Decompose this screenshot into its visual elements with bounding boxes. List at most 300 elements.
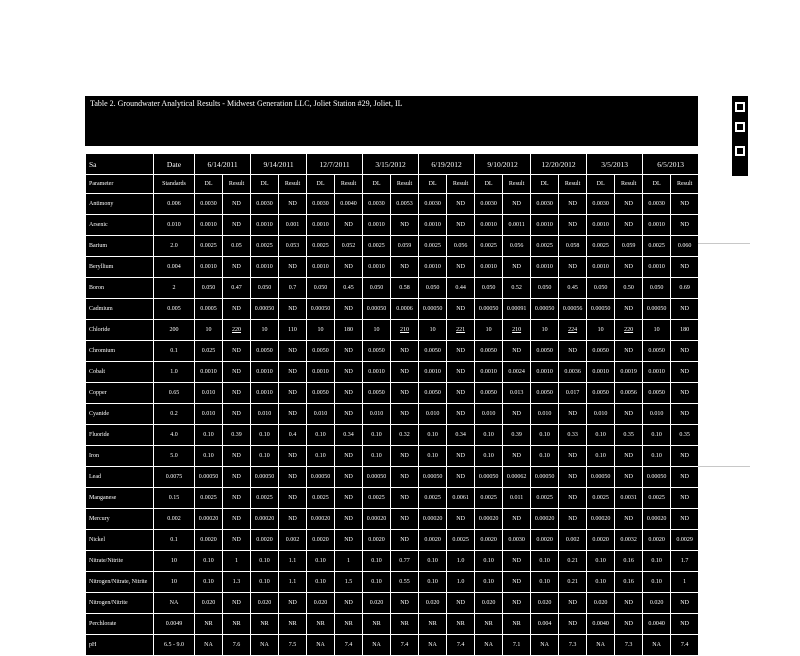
result-cell: 7.4	[447, 635, 475, 656]
result-cell: ND	[671, 215, 699, 236]
detection-limit-cell: 0.00020	[587, 509, 615, 530]
detection-limit-cell: 0.0010	[587, 362, 615, 383]
table-body	[86, 194, 699, 656]
result-cell: ND	[223, 215, 251, 236]
result-column-header: Result	[223, 175, 251, 194]
result-cell: ND	[671, 467, 699, 488]
result-cell: ND	[223, 509, 251, 530]
detection-limit-cell: 0.00050	[643, 467, 671, 488]
result-cell: 0.35	[671, 425, 699, 446]
detection-limit-cell: 0.0025	[419, 488, 447, 509]
result-cell: 221	[447, 320, 475, 341]
result-cell: ND	[223, 488, 251, 509]
result-cell: 180	[671, 320, 699, 341]
result-cell: ND	[671, 362, 699, 383]
result-cell: 0.0030	[503, 530, 531, 551]
detection-limit-cell: 0.0010	[643, 215, 671, 236]
result-cell: 0.0006	[391, 299, 419, 320]
date-column-header: 3/15/2012	[363, 154, 419, 175]
result-cell: 0.52	[503, 278, 531, 299]
result-cell: ND	[223, 341, 251, 362]
detection-limit-cell: 0.0030	[643, 194, 671, 215]
result-cell: ND	[615, 215, 643, 236]
result-cell: ND	[335, 446, 363, 467]
detection-limit-cell: 0.0010	[251, 362, 279, 383]
detection-limit-cell: 0.10	[587, 425, 615, 446]
header-row-dates	[86, 154, 699, 175]
dl-column-header: DL	[475, 175, 503, 194]
result-cell: 0.059	[391, 236, 419, 257]
detection-limit-cell: 0.00050	[587, 467, 615, 488]
result-cell: 0.053	[279, 236, 307, 257]
result-cell: ND	[335, 257, 363, 278]
detection-limit-cell: 0.00050	[419, 299, 447, 320]
result-cell: 210	[503, 320, 531, 341]
result-cell: ND	[223, 383, 251, 404]
detection-limit-cell: 0.010	[195, 383, 223, 404]
table-row	[86, 194, 699, 215]
detection-limit-cell: 0.0010	[307, 257, 335, 278]
groundwater-results-table	[85, 153, 699, 656]
detection-limit-cell: 10	[531, 320, 559, 341]
result-cell: 0.35	[615, 425, 643, 446]
result-cell: NR	[391, 614, 419, 635]
result-cell: ND	[279, 467, 307, 488]
parameter-name: Cyanide	[86, 404, 154, 425]
result-cell: ND	[279, 362, 307, 383]
result-cell: 0.00091	[503, 299, 531, 320]
result-cell: ND	[671, 257, 699, 278]
standard-value: 0.0075	[154, 467, 195, 488]
result-cell: 0.0025	[447, 530, 475, 551]
result-cell: 220	[223, 320, 251, 341]
result-cell: ND	[671, 488, 699, 509]
detection-limit-cell: 0.0010	[587, 257, 615, 278]
result-cell: 0.058	[559, 236, 587, 257]
detection-limit-cell: 0.10	[475, 425, 503, 446]
standard-value: 0.002	[154, 509, 195, 530]
result-cell: 220	[615, 320, 643, 341]
table-title-bar	[85, 96, 698, 146]
result-cell: ND	[447, 257, 475, 278]
detection-limit-cell: 0.010	[531, 404, 559, 425]
detection-limit-cell: 10	[195, 320, 223, 341]
detection-limit-cell: 0.0025	[363, 236, 391, 257]
detection-limit-cell: 0.0050	[531, 341, 559, 362]
detection-limit-cell: 0.0025	[587, 488, 615, 509]
detection-limit-cell: 0.0010	[643, 362, 671, 383]
result-cell: ND	[559, 509, 587, 530]
table-row	[86, 530, 699, 551]
result-cell: ND	[671, 299, 699, 320]
detection-limit-cell: 0.0020	[195, 530, 223, 551]
detection-limit-cell: 0.0050	[363, 341, 391, 362]
detection-limit-cell: 0.0025	[587, 236, 615, 257]
table-row	[86, 488, 699, 509]
detection-limit-cell: 0.020	[307, 593, 335, 614]
detection-limit-cell: 0.10	[643, 446, 671, 467]
standard-value: 0.65	[154, 383, 195, 404]
detection-limit-cell: 0.020	[587, 593, 615, 614]
detection-limit-cell: 0.10	[531, 446, 559, 467]
result-cell: 0.013	[503, 383, 531, 404]
result-cell: ND	[335, 362, 363, 383]
standard-value: 6.5 - 9.0	[154, 635, 195, 656]
result-cell: 0.55	[391, 572, 419, 593]
detection-limit-cell: 0.010	[363, 404, 391, 425]
detection-limit-cell: 0.0025	[307, 236, 335, 257]
detection-limit-cell: 0.010	[195, 404, 223, 425]
detection-limit-cell: NA	[643, 635, 671, 656]
result-cell: 0.0056	[615, 383, 643, 404]
result-cell: ND	[559, 488, 587, 509]
detection-limit-cell: 0.00050	[587, 299, 615, 320]
result-cell: 1	[671, 572, 699, 593]
detection-limit-cell: 0.10	[643, 551, 671, 572]
result-cell: ND	[671, 383, 699, 404]
result-column-header: Result	[559, 175, 587, 194]
detection-limit-cell: 0.0010	[251, 383, 279, 404]
detection-limit-cell: 0.0050	[307, 341, 335, 362]
result-cell: ND	[335, 488, 363, 509]
result-cell: 1	[335, 551, 363, 572]
result-cell: 1.0	[447, 572, 475, 593]
detection-limit-cell: 0.0010	[251, 215, 279, 236]
detection-limit-cell: 0.00050	[643, 299, 671, 320]
parameter-name: Copper	[86, 383, 154, 404]
detection-limit-cell: 0.010	[475, 404, 503, 425]
date-column-header: 6/14/2011	[195, 154, 251, 175]
detection-limit-cell: 0.0010	[475, 257, 503, 278]
result-cell: 0.0031	[615, 488, 643, 509]
detection-limit-cell: 0.020	[643, 593, 671, 614]
table-row	[86, 341, 699, 362]
result-cell: 7.5	[279, 635, 307, 656]
detection-limit-cell: 0.020	[419, 593, 447, 614]
date-column-header: 12/7/2011	[307, 154, 363, 175]
table-row	[86, 551, 699, 572]
detection-limit-cell: 0.10	[363, 425, 391, 446]
detection-limit-cell: 0.025	[195, 341, 223, 362]
detection-limit-cell: 0.0010	[419, 257, 447, 278]
detection-limit-cell: 0.10	[531, 425, 559, 446]
result-cell: ND	[391, 467, 419, 488]
standard-value: 0.0049	[154, 614, 195, 635]
table-row	[86, 614, 699, 635]
detection-limit-cell: 0.10	[307, 572, 335, 593]
result-cell: ND	[671, 446, 699, 467]
result-cell: ND	[391, 530, 419, 551]
detection-limit-cell: NA	[307, 635, 335, 656]
result-column-header: Result	[279, 175, 307, 194]
detection-limit-cell: 0.0010	[195, 215, 223, 236]
detection-limit-cell: 0.10	[531, 551, 559, 572]
table-title: Table 2. Groundwater Analytical Results - Midwest Generation LLC, Joliet Station #29, Joliet, IL	[90, 99, 403, 108]
result-cell: ND	[223, 299, 251, 320]
detection-limit-cell: 0.0010	[195, 257, 223, 278]
result-cell: ND	[671, 509, 699, 530]
result-cell: ND	[503, 194, 531, 215]
detection-limit-cell: 0.10	[531, 572, 559, 593]
result-cell: 0.7	[279, 278, 307, 299]
result-cell: ND	[223, 467, 251, 488]
detection-limit-cell: 0.0005	[195, 299, 223, 320]
detection-limit-cell: NA	[531, 635, 559, 656]
detection-limit-cell: 0.10	[363, 551, 391, 572]
detection-limit-cell: 0.010	[419, 404, 447, 425]
result-cell: ND	[391, 257, 419, 278]
result-cell: ND	[671, 404, 699, 425]
dl-column-header: DL	[643, 175, 671, 194]
result-cell: ND	[559, 614, 587, 635]
detection-limit-cell: 0.0020	[363, 530, 391, 551]
date-column-header: 6/5/2013	[643, 154, 699, 175]
result-cell: 0.002	[279, 530, 307, 551]
result-cell: ND	[615, 341, 643, 362]
detection-limit-cell: 0.0025	[475, 488, 503, 509]
table-row	[86, 320, 699, 341]
detection-limit-cell: 0.10	[195, 425, 223, 446]
detection-limit-cell: 0.0010	[475, 215, 503, 236]
detection-limit-cell: 0.0025	[643, 488, 671, 509]
detection-limit-cell: 0.0010	[195, 362, 223, 383]
result-cell: 110	[279, 320, 307, 341]
standard-value: NA	[154, 593, 195, 614]
table-row	[86, 635, 699, 656]
detection-limit-cell: 0.0025	[531, 488, 559, 509]
detection-limit-cell: 0.010	[587, 404, 615, 425]
detection-limit-cell: 0.0050	[475, 383, 503, 404]
detection-limit-cell: 0.050	[531, 278, 559, 299]
standard-value: 1.0	[154, 362, 195, 383]
table-row	[86, 257, 699, 278]
detection-limit-cell: 0.0025	[251, 488, 279, 509]
result-column-header: Result	[335, 175, 363, 194]
result-cell: 0.0029	[671, 530, 699, 551]
result-cell: ND	[671, 614, 699, 635]
detection-limit-cell: 0.00020	[643, 509, 671, 530]
detection-limit-cell: 0.10	[363, 446, 391, 467]
result-cell: 0.21	[559, 551, 587, 572]
table-row	[86, 446, 699, 467]
result-cell: ND	[559, 593, 587, 614]
result-cell: ND	[671, 341, 699, 362]
result-cell: 0.059	[615, 236, 643, 257]
result-cell: ND	[223, 593, 251, 614]
parameter-name: Antimony	[86, 194, 154, 215]
detection-limit-cell: 0.0050	[587, 341, 615, 362]
result-cell: ND	[223, 530, 251, 551]
result-cell: 0.056	[503, 236, 531, 257]
detection-limit-cell: 0.0010	[307, 362, 335, 383]
detection-limit-cell: 0.020	[363, 593, 391, 614]
result-cell: 0.00056	[559, 299, 587, 320]
detection-limit-cell: 0.0010	[531, 362, 559, 383]
result-cell: ND	[391, 488, 419, 509]
detection-limit-cell: 0.10	[475, 446, 503, 467]
parameter-name: Mercury	[86, 509, 154, 530]
result-cell: 7.4	[391, 635, 419, 656]
standard-value: 0.2	[154, 404, 195, 425]
detection-limit-cell: NR	[419, 614, 447, 635]
detection-limit-cell: 0.10	[419, 572, 447, 593]
detection-limit-cell: 10	[475, 320, 503, 341]
result-cell: ND	[615, 467, 643, 488]
detection-limit-cell: NA	[475, 635, 503, 656]
detection-limit-cell: 0.00050	[251, 467, 279, 488]
detection-limit-cell: 0.0020	[251, 530, 279, 551]
result-cell: 0.0036	[559, 362, 587, 383]
detection-limit-cell: 0.004	[531, 614, 559, 635]
result-cell: ND	[559, 446, 587, 467]
table-row	[86, 404, 699, 425]
result-column-header: Result	[615, 175, 643, 194]
detection-limit-cell: 0.00020	[195, 509, 223, 530]
side-mark-icon	[735, 146, 745, 156]
detection-limit-cell: 0.10	[419, 551, 447, 572]
parameter-name: Iron	[86, 446, 154, 467]
result-cell: ND	[335, 530, 363, 551]
table-row	[86, 362, 699, 383]
result-cell: ND	[391, 446, 419, 467]
result-cell: ND	[335, 383, 363, 404]
standard-value: 0.004	[154, 257, 195, 278]
result-cell: 0.45	[559, 278, 587, 299]
detection-limit-cell: 0.00050	[475, 299, 503, 320]
detection-limit-cell: 0.020	[475, 593, 503, 614]
dl-column-header: DL	[587, 175, 615, 194]
parameter-name: Cobalt	[86, 362, 154, 383]
detection-limit-cell: 0.010	[643, 404, 671, 425]
detection-limit-cell: 0.0010	[587, 215, 615, 236]
detection-limit-cell: 0.10	[643, 425, 671, 446]
detection-limit-cell: 0.00050	[363, 467, 391, 488]
table-row	[86, 467, 699, 488]
parameter-name: Lead	[86, 467, 154, 488]
result-cell: ND	[335, 404, 363, 425]
result-cell: NR	[335, 614, 363, 635]
result-cell: 7.3	[615, 635, 643, 656]
table-row	[86, 593, 699, 614]
table-row	[86, 215, 699, 236]
detection-limit-cell: 0.0020	[419, 530, 447, 551]
detection-limit-cell: 0.10	[587, 446, 615, 467]
result-cell: 7.3	[559, 635, 587, 656]
result-cell: 0.58	[391, 278, 419, 299]
result-cell: ND	[503, 446, 531, 467]
result-cell: ND	[279, 341, 307, 362]
parameter-name: Fluoride	[86, 425, 154, 446]
result-cell: ND	[279, 383, 307, 404]
detection-limit-cell: 0.050	[363, 278, 391, 299]
result-cell: 0.052	[335, 236, 363, 257]
detection-limit-cell: 0.0050	[643, 341, 671, 362]
detection-limit-cell: 0.0050	[363, 383, 391, 404]
detection-limit-cell: 0.0030	[475, 194, 503, 215]
parameter-name: Cadmium	[86, 299, 154, 320]
detection-limit-cell: 0.0010	[419, 362, 447, 383]
result-cell: ND	[223, 404, 251, 425]
document-page	[85, 96, 698, 648]
result-cell: ND	[615, 593, 643, 614]
result-cell: 0.34	[447, 425, 475, 446]
detection-limit-cell: 0.0040	[643, 614, 671, 635]
result-cell: ND	[335, 215, 363, 236]
result-cell: ND	[447, 299, 475, 320]
standard-value: 5.0	[154, 446, 195, 467]
result-cell: 0.060	[671, 236, 699, 257]
date-column-header: 9/10/2012	[475, 154, 531, 175]
result-cell: ND	[447, 194, 475, 215]
result-cell: ND	[335, 593, 363, 614]
result-cell: 7.4	[671, 635, 699, 656]
standard-value: 2	[154, 278, 195, 299]
detection-limit-cell: 0.10	[587, 572, 615, 593]
result-cell: ND	[335, 341, 363, 362]
detection-limit-cell: 0.0025	[251, 236, 279, 257]
result-cell: 1	[223, 551, 251, 572]
detection-limit-cell: 0.00020	[251, 509, 279, 530]
dl-column-header: DL	[251, 175, 279, 194]
result-cell: ND	[391, 362, 419, 383]
detection-limit-cell: 0.00050	[531, 299, 559, 320]
result-cell: ND	[391, 341, 419, 362]
detection-limit-cell: 0.0020	[587, 530, 615, 551]
result-cell: 0.0061	[447, 488, 475, 509]
detection-limit-cell: 0.10	[195, 572, 223, 593]
parameter-name: Nitrate/Nitrite	[86, 551, 154, 572]
result-cell: ND	[671, 194, 699, 215]
result-column-header: Result	[503, 175, 531, 194]
result-cell: 0.21	[559, 572, 587, 593]
detection-limit-cell: 0.00050	[195, 467, 223, 488]
detection-limit-cell: 0.0010	[363, 257, 391, 278]
standard-value: 10	[154, 572, 195, 593]
detection-limit-cell: 0.0010	[475, 362, 503, 383]
result-cell: 0.017	[559, 383, 587, 404]
parameter-name: Nitrogen/Nitrite	[86, 593, 154, 614]
result-cell: ND	[223, 257, 251, 278]
result-column-header: Result	[671, 175, 699, 194]
detection-limit-cell: NR	[363, 614, 391, 635]
result-cell: ND	[223, 194, 251, 215]
result-cell: ND	[391, 404, 419, 425]
result-cell: 7.6	[223, 635, 251, 656]
standard-value: 0.1	[154, 530, 195, 551]
detection-limit-cell: 0.050	[195, 278, 223, 299]
parameter-name: Manganese	[86, 488, 154, 509]
detection-limit-cell: NR	[307, 614, 335, 635]
result-cell: 7.1	[503, 635, 531, 656]
detection-limit-cell: 0.0010	[307, 215, 335, 236]
detection-limit-cell: 0.0010	[531, 215, 559, 236]
result-cell: 1.0	[447, 551, 475, 572]
result-cell: 0.44	[447, 278, 475, 299]
result-cell: ND	[279, 488, 307, 509]
result-cell: 0.16	[615, 551, 643, 572]
result-cell: 0.05	[223, 236, 251, 257]
header-row-columns	[86, 175, 699, 194]
result-cell: ND	[503, 341, 531, 362]
detection-limit-cell: 0.0020	[307, 530, 335, 551]
result-cell: ND	[503, 551, 531, 572]
gray-divider	[698, 243, 750, 244]
result-cell: 7.4	[335, 635, 363, 656]
detection-limit-cell: 0.050	[643, 278, 671, 299]
sample-header: Sa	[86, 154, 154, 175]
detection-limit-cell: 0.10	[251, 425, 279, 446]
detection-limit-cell: 10	[363, 320, 391, 341]
